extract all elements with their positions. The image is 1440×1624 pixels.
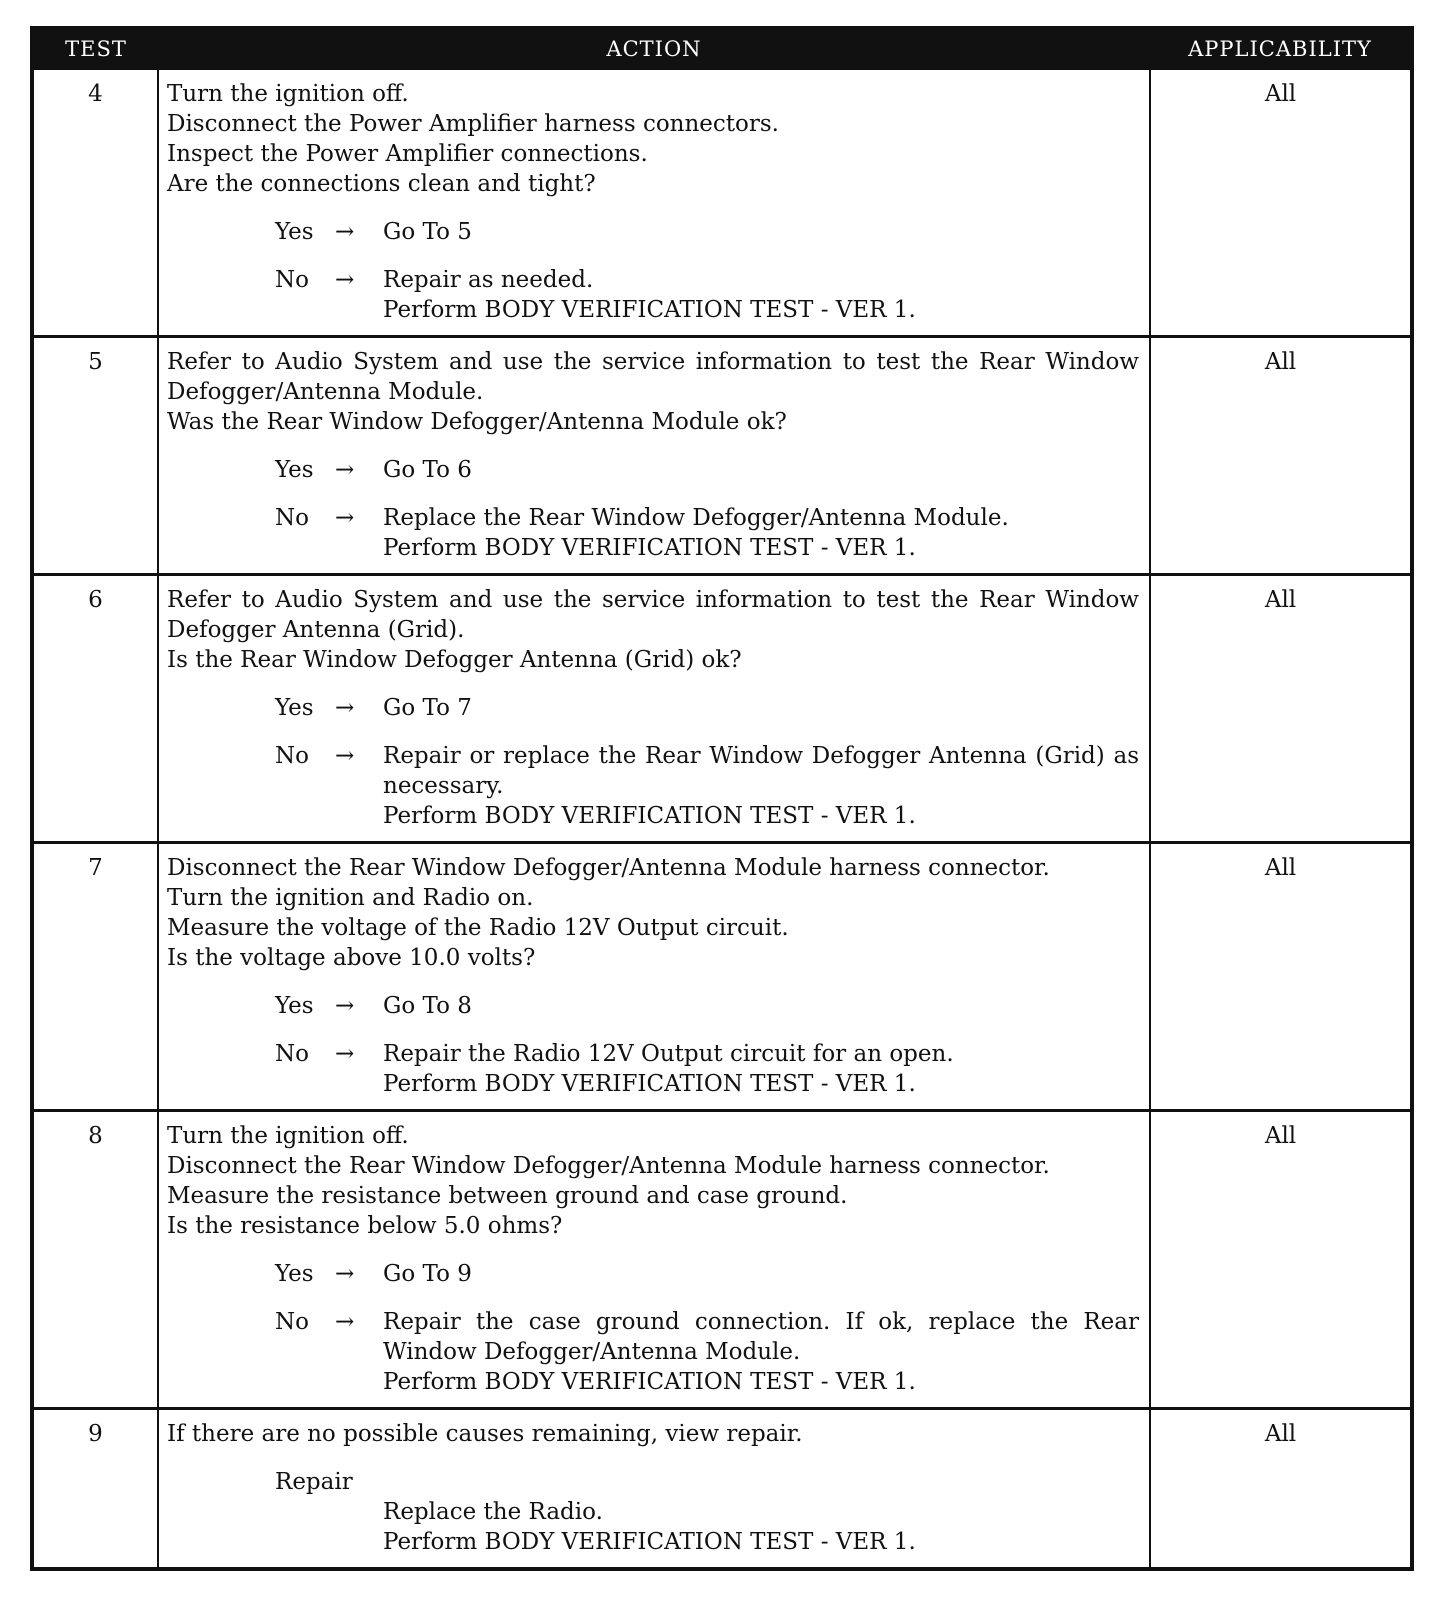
applicability-value: All (1150, 575, 1412, 843)
arrow-icon: → (335, 267, 355, 293)
yes-result (383, 217, 1139, 247)
no-result-line: Repair or replace the Rear Window Defogger Antenna (Grid) as necessary. (383, 743, 1139, 799)
action-line: Turn the ignition off. (167, 81, 409, 107)
no-result-line: Perform BODY VERIFICATION TEST - VER 1. (383, 535, 916, 561)
yes-result-line: Go To 5 (383, 219, 472, 245)
header-applicability: APPLICABILITY (1150, 28, 1412, 69)
no-label: No (275, 1309, 309, 1335)
yes-result (383, 1259, 1139, 1289)
yes-branch (167, 991, 1139, 1021)
no-result (383, 503, 1139, 563)
yes-result-line: Go To 6 (383, 457, 472, 483)
branch-list (167, 693, 1139, 831)
arrow-icon: → (335, 457, 355, 483)
no-branch (167, 1307, 1139, 1397)
action-line: Refer to Audio System and use the service information to test the Rear Window Defogger/Antenna Module. (167, 349, 1139, 405)
yes-result-line: Go To 9 (383, 1261, 472, 1287)
arrow-icon: → (335, 695, 355, 721)
applicability-value: All (1150, 1409, 1412, 1570)
applicability-value: All (1150, 337, 1412, 575)
header-test: TEST (32, 28, 158, 69)
yes-label: Yes (275, 993, 314, 1019)
no-label: No (275, 505, 309, 531)
action-cell (158, 575, 1150, 843)
applicability-value: All (1150, 843, 1412, 1111)
arrow-icon: → (335, 505, 355, 531)
no-branch (167, 503, 1139, 563)
branch-list (167, 217, 1139, 325)
action-line: Disconnect the Rear Window Defogger/Antenna Module harness connector. (167, 1153, 1050, 1179)
no-result-line: Perform BODY VERIFICATION TEST - VER 1. (383, 1071, 916, 1097)
action-line: If there are no possible causes remaining, view repair. (167, 1421, 803, 1447)
action-cell (158, 337, 1150, 575)
action-cell (158, 843, 1150, 1111)
yes-label: Yes (275, 457, 314, 483)
action-cell (158, 1111, 1150, 1409)
action-line: Measure the voltage of the Radio 12V Output circuit. (167, 915, 789, 941)
header-action: ACTION (158, 28, 1150, 69)
repair-line: Perform BODY VERIFICATION TEST - VER 1. (383, 1529, 916, 1555)
no-result (383, 265, 1139, 325)
no-result-line: Repair the Radio 12V Output circuit for an open. (383, 1041, 954, 1067)
action-line: Disconnect the Rear Window Defogger/Antenna Module harness connector. (167, 855, 1050, 881)
table-row (32, 69, 1412, 337)
yes-result (383, 455, 1139, 485)
test-number: 9 (32, 1409, 158, 1570)
yes-result-line: Go To 8 (383, 993, 472, 1019)
branch-list (167, 1259, 1139, 1397)
action-cell (158, 69, 1150, 337)
repair-line: Replace the Radio. (383, 1499, 603, 1525)
action-line: Measure the resistance between ground and case ground. (167, 1183, 848, 1209)
yes-branch (167, 1259, 1139, 1289)
table-row (32, 337, 1412, 575)
branch-list (167, 455, 1139, 563)
action-line: Refer to Audio System and use the service information to test the Rear Window Defogger Antenna (Grid). (167, 587, 1139, 643)
no-label: No (275, 1041, 309, 1067)
action-cell (158, 1409, 1150, 1570)
action-line: Inspect the Power Amplifier connections. (167, 141, 648, 167)
table-row (32, 843, 1412, 1111)
yes-result (383, 693, 1139, 723)
action-line: Is the Rear Window Defogger Antenna (Grid) ok? (167, 647, 742, 673)
no-result-line: Perform BODY VERIFICATION TEST - VER 1. (383, 1369, 916, 1395)
yes-label: Yes (275, 219, 314, 245)
applicability-value: All (1150, 1111, 1412, 1409)
yes-branch (167, 217, 1139, 247)
table-row (32, 1409, 1412, 1570)
action-line: Was the Rear Window Defogger/Antenna Module ok? (167, 409, 787, 435)
arrow-icon: → (335, 219, 355, 245)
table-row (32, 1111, 1412, 1409)
no-result-line: Perform BODY VERIFICATION TEST - VER 1. (383, 803, 916, 829)
no-branch (167, 1039, 1139, 1099)
no-result (383, 1307, 1139, 1397)
no-result-line: Repair as needed. (383, 267, 594, 293)
arrow-icon: → (335, 993, 355, 1019)
applicability-value: All (1150, 69, 1412, 337)
table-header (32, 28, 1412, 69)
yes-label: Yes (275, 695, 314, 721)
table-body (32, 69, 1412, 1569)
action-line: Turn the ignition off. (167, 1123, 409, 1149)
test-number: 7 (32, 843, 158, 1111)
branch-list (167, 991, 1139, 1099)
test-number: 5 (32, 337, 158, 575)
no-result-line: Perform BODY VERIFICATION TEST - VER 1. (383, 297, 916, 323)
diagnostic-test-table (30, 26, 1414, 1571)
no-result-line: Repair the case ground connection. If ok, replace the Rear Window Defogger/Antenna Module. (383, 1309, 1139, 1365)
test-number: 8 (32, 1111, 158, 1409)
no-branch (167, 741, 1139, 831)
test-number: 6 (32, 575, 158, 843)
action-line: Are the connections clean and tight? (167, 171, 596, 197)
repair-steps (383, 1497, 1139, 1557)
no-result (383, 1039, 1139, 1099)
no-label: No (275, 743, 309, 769)
yes-branch (167, 455, 1139, 485)
arrow-icon: → (335, 1309, 355, 1335)
diagnostic-test-table-sheet (30, 26, 1410, 1571)
arrow-icon: → (335, 1041, 355, 1067)
action-line: Is the voltage above 10.0 volts? (167, 945, 536, 971)
no-result-line: Replace the Rear Window Defogger/Antenna Module. (383, 505, 1009, 531)
yes-result-line: Go To 7 (383, 695, 472, 721)
table-row (32, 575, 1412, 843)
no-label: No (275, 267, 309, 293)
action-line: Disconnect the Power Amplifier harness connectors. (167, 111, 779, 137)
yes-branch (167, 693, 1139, 723)
arrow-icon: → (335, 1261, 355, 1287)
arrow-icon: → (335, 743, 355, 769)
yes-result (383, 991, 1139, 1021)
no-branch (167, 265, 1139, 325)
test-number: 4 (32, 69, 158, 337)
no-result (383, 741, 1139, 831)
repair-label: Repair (275, 1469, 353, 1495)
action-line: Turn the ignition and Radio on. (167, 885, 534, 911)
action-line: Is the resistance below 5.0 ohms? (167, 1213, 563, 1239)
yes-label: Yes (275, 1261, 314, 1287)
